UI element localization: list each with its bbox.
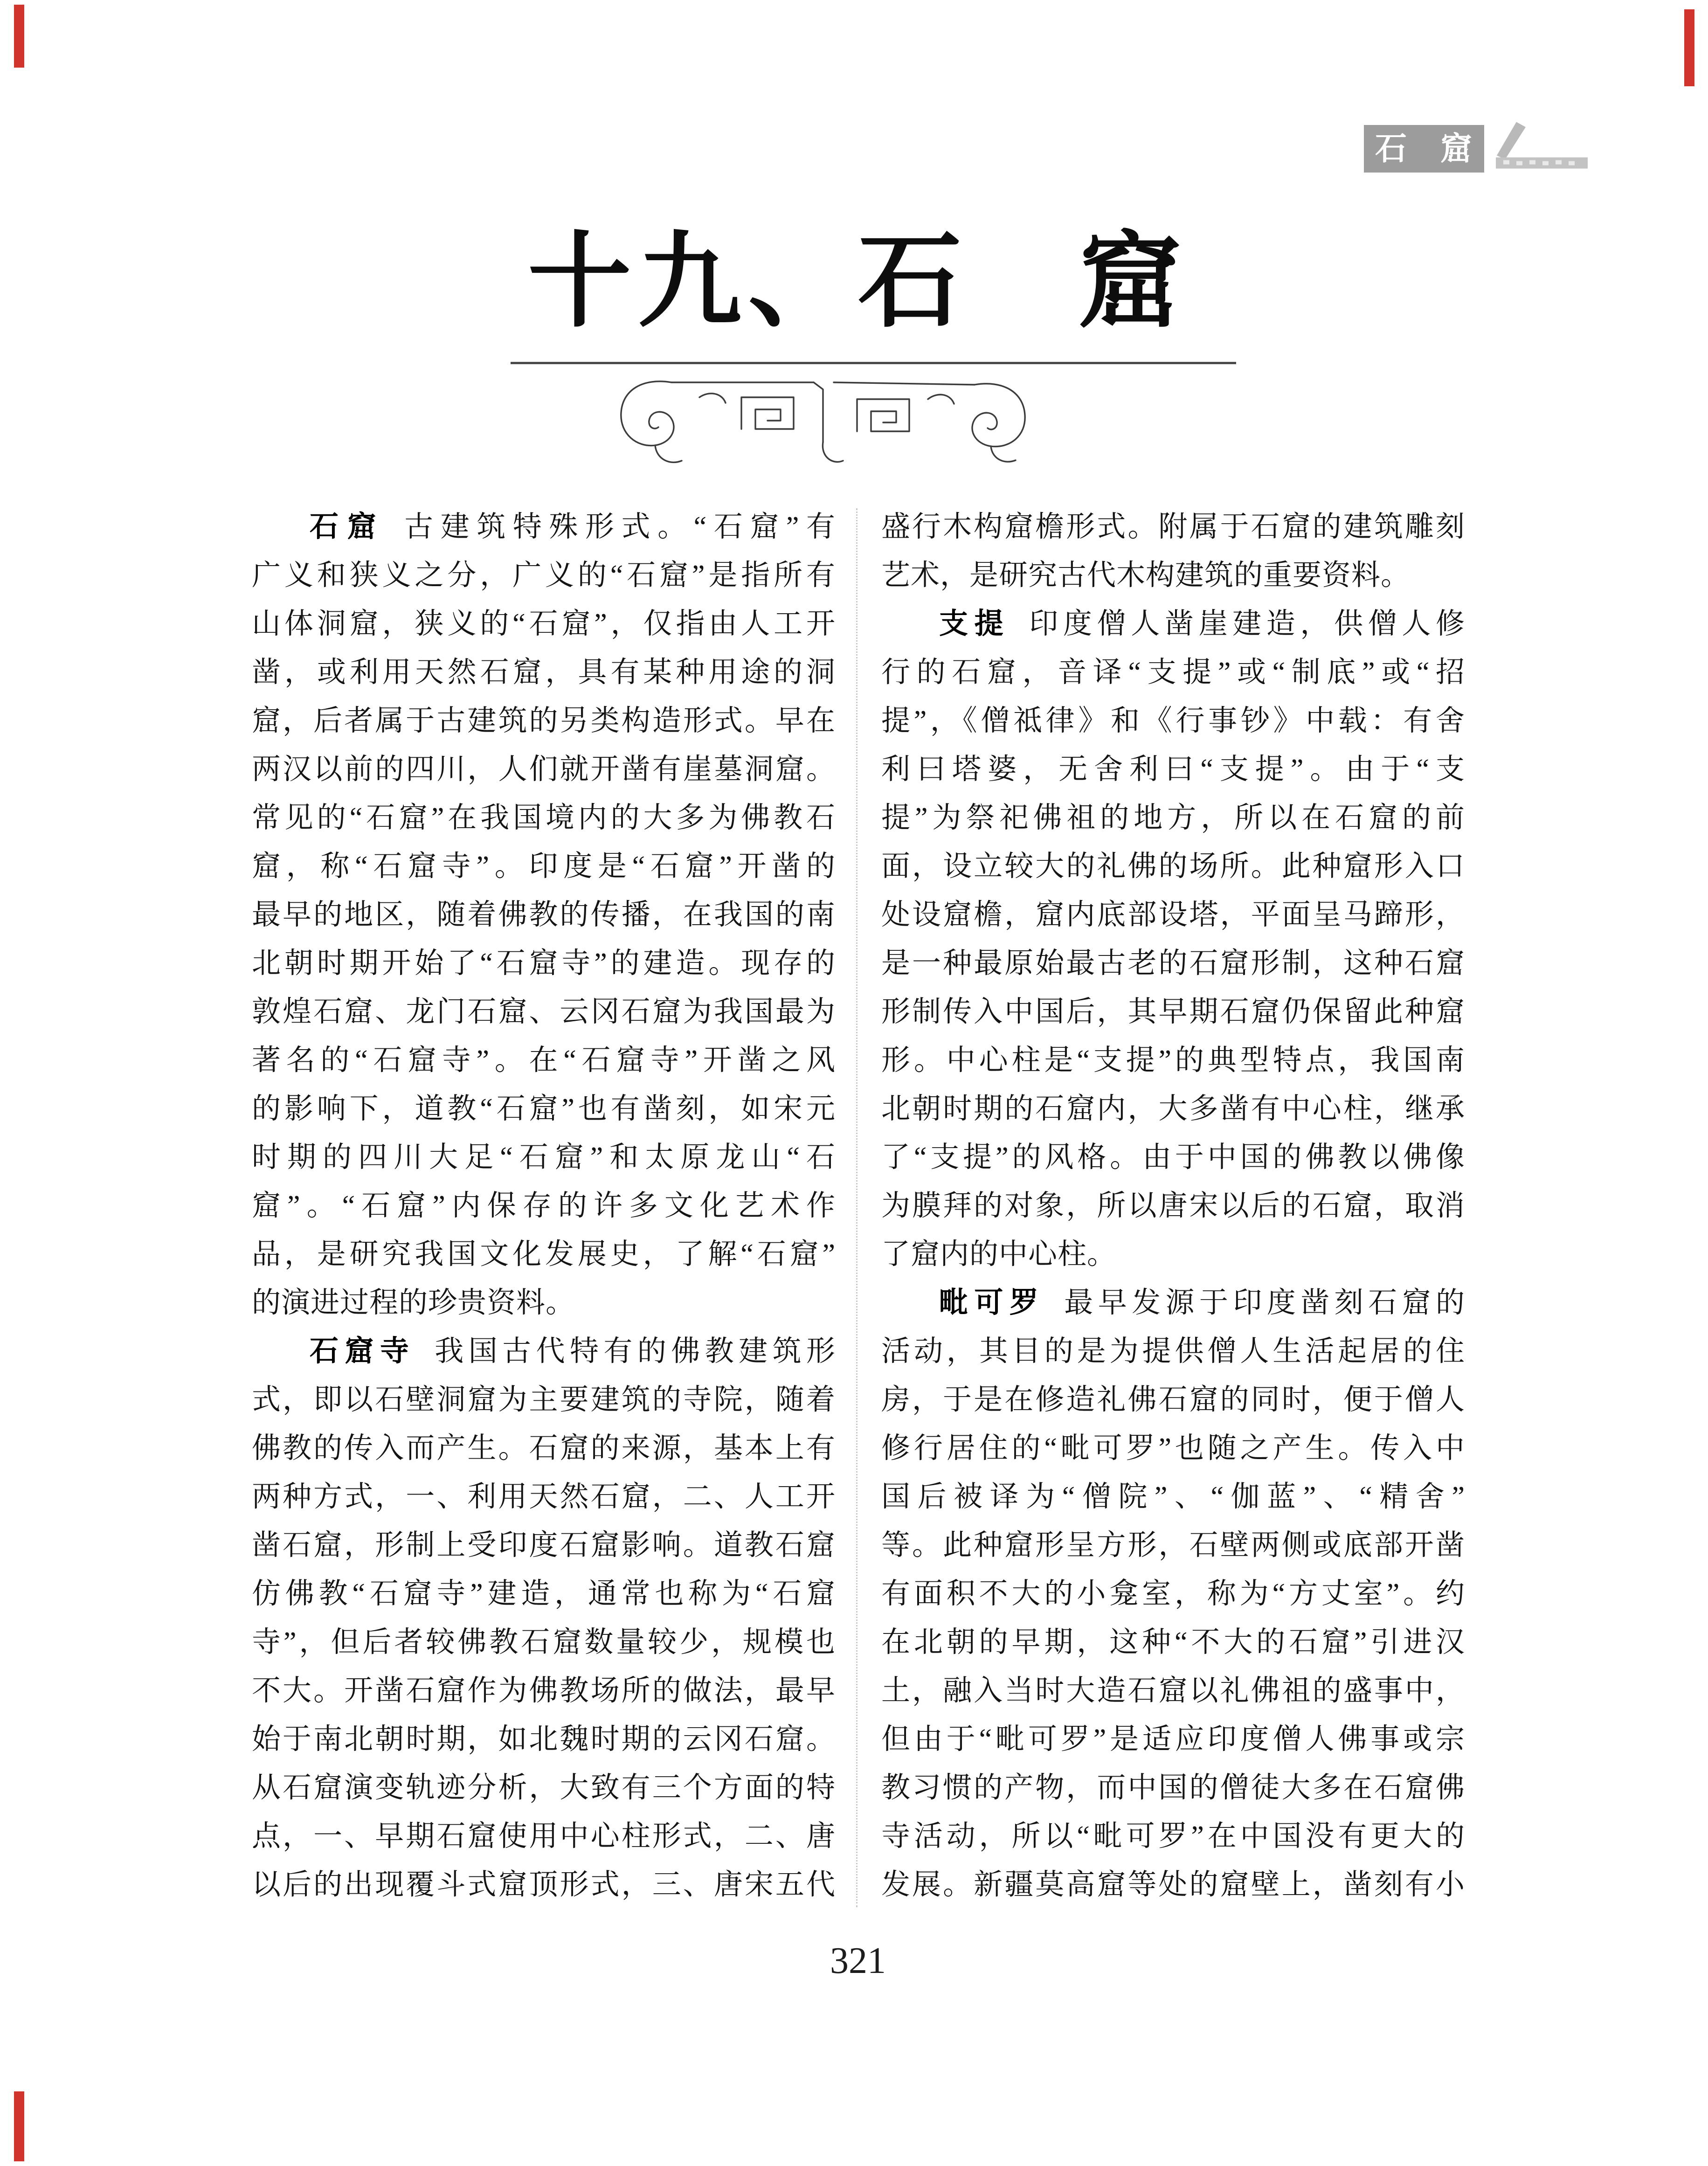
text-line — [881, 1182, 1465, 1230]
line-text: 形。中心柱是“支提”的典型特点，我国南 — [881, 1045, 1465, 1076]
line-text: 国后被译为“僧院”、“伽蓝”、“精舍” — [881, 1481, 1465, 1513]
text-line — [881, 551, 1465, 600]
line-text: 行的石窟，音译“支提”或“制底”或“招 — [881, 657, 1465, 688]
line-text: 敦煌石窟、龙门石窟、云冈石窟为我国最为 — [252, 996, 836, 1028]
line-text: 点，一、早期石窟使用中心柱形式，二、唐 — [252, 1820, 836, 1852]
text-line — [252, 1182, 836, 1230]
text-line — [252, 648, 836, 697]
line-text: 寺活动，所以“毗可罗”在中国没有更大的 — [881, 1820, 1465, 1852]
text-line — [881, 1424, 1465, 1473]
chapter-title: 十九、石 窟 — [528, 225, 1188, 340]
entry-first-line — [881, 1279, 1465, 1327]
text-line — [881, 1667, 1465, 1715]
text-line — [252, 1036, 836, 1085]
text-line — [252, 1133, 836, 1182]
line-text: 了“支提”的风格。由于中国的佛教以佛像 — [881, 1142, 1465, 1173]
text-line — [881, 1473, 1465, 1521]
entry-headword: 毗可罗 — [939, 1287, 1045, 1319]
text-column-left — [252, 503, 836, 1909]
line-text: 活动，其目的是为提供僧人生活起居的住 — [881, 1336, 1465, 1367]
line-text: 在北朝的早期，这种“不大的石窟”引进汉 — [881, 1626, 1465, 1658]
line-text: 发展。新疆莫高窟等处的窟壁上，凿刻有小 — [881, 1869, 1465, 1901]
text-line — [252, 1764, 836, 1812]
line-text: 不大。开凿石窟作为佛教场所的做法，最早 — [252, 1675, 836, 1707]
text-line — [252, 891, 836, 939]
text-line — [252, 1861, 836, 1909]
line-text: 式，即以石壁洞窟为主要建筑的寺院，随着 — [252, 1384, 836, 1416]
line-text: 始于南北朝时期，如北魏时期的云冈石窟。 — [252, 1723, 836, 1755]
line-text: 最早的地区，随着佛教的传播，在我国的南 — [252, 899, 836, 931]
line-text: 利曰塔婆，无舍利曰“支提”。由于“支 — [881, 754, 1465, 785]
text-line — [881, 1715, 1465, 1764]
text-line — [881, 939, 1465, 988]
check-mark-icon — [1487, 120, 1588, 173]
line-text: 处设窟檐，窟内底部设塔，平面呈马蹄形， — [881, 899, 1465, 931]
text-line — [252, 1618, 836, 1667]
line-text: 我国古代特有的佛教建筑形 — [435, 1336, 836, 1367]
text-line — [881, 891, 1465, 939]
text-line — [252, 939, 836, 988]
text-line — [881, 1521, 1465, 1570]
line-text: 从石窟演变轨迹分析，大致有三个方面的特 — [252, 1772, 836, 1804]
line-text: 印度僧人凿崖建造，供僧人修 — [1029, 608, 1465, 640]
text-line — [252, 1473, 836, 1521]
line-text: 时期的四川大足“石窟”和太原龙山“石 — [252, 1142, 836, 1173]
text-line — [252, 1570, 836, 1618]
column-divider — [856, 508, 857, 1907]
text-line — [252, 1521, 836, 1570]
line-text: 北朝时期开始了“石窟寺”的建造。现存的 — [252, 948, 836, 979]
line-text: 品，是研究我国文化发展史，了解“石窟” — [252, 1239, 836, 1270]
text-line — [252, 1230, 836, 1279]
red-edge-mark-top-left — [14, 5, 24, 68]
line-text: 常见的“石窟”在我国境内的大多为佛教石 — [252, 802, 836, 834]
line-text: 山体洞窟，狭义的“石窟”，仅指由人工开 — [252, 608, 836, 640]
text-line — [881, 1230, 1465, 1279]
text-line — [252, 600, 836, 648]
text-line — [252, 1812, 836, 1861]
text-line — [881, 503, 1465, 551]
text-line — [881, 1327, 1465, 1376]
entry-headword: 支提 — [939, 608, 1010, 640]
line-text: 窟”。“石窟”内保存的许多文化艺术作 — [252, 1190, 836, 1222]
text-line — [881, 988, 1465, 1036]
line-text: 佛教的传入而产生。石窟的来源，基本上有 — [252, 1432, 836, 1464]
line-text: 提”，《僧祗律》和《行事钞》中载：有舍 — [881, 705, 1465, 737]
text-line — [881, 1812, 1465, 1861]
text-line — [881, 794, 1465, 842]
line-text: 寺”，但后者较佛教石窟数量较少，规模也 — [252, 1626, 836, 1658]
text-line — [881, 745, 1465, 794]
entry-first-line — [252, 503, 836, 551]
line-text: 为膜拜的对象，所以唐宋以后的石窟，取消 — [881, 1190, 1465, 1222]
text-column-right — [881, 503, 1465, 1909]
line-text: 了窟内的中心柱。 — [881, 1239, 1117, 1270]
entry-headword: 石窟 — [310, 511, 385, 543]
line-text: 的影响下，道教“石窟”也有凿刻，如宋元 — [252, 1093, 836, 1125]
line-text: 最早发源于印度凿刻石窟的 — [1064, 1287, 1465, 1319]
text-line — [252, 1085, 836, 1133]
text-line — [252, 1376, 836, 1424]
text-line — [252, 1715, 836, 1764]
page-number: 321 — [830, 1940, 886, 1981]
line-text: 的演进过程的珍贵资料。 — [252, 1287, 575, 1319]
line-text: 古建筑特殊形式。“石窟”有 — [404, 511, 836, 543]
text-line — [881, 842, 1465, 891]
line-text: 有面积不大的小龛室，称为“方丈室”。约 — [881, 1578, 1465, 1610]
section-header-tag — [1364, 125, 1484, 173]
text-line — [881, 697, 1465, 745]
line-text: 但由于“毗可罗”是适应印度僧人佛事或宗 — [881, 1723, 1465, 1755]
text-line — [252, 697, 836, 745]
text-line — [252, 551, 836, 600]
line-text: 著名的“石窟寺”。在“石窟寺”开凿之风 — [252, 1045, 836, 1076]
line-text: 以后的出现覆斗式窟顶形式，三、唐宋五代 — [252, 1869, 836, 1901]
text-line — [881, 1133, 1465, 1182]
title-underline — [511, 362, 1236, 364]
text-line — [252, 988, 836, 1036]
text-line — [252, 1279, 836, 1327]
text-line — [881, 1085, 1465, 1133]
line-text: 凿石窟，形制上受印度石窟影响。道教石窟 — [252, 1529, 836, 1561]
text-line — [252, 745, 836, 794]
line-text: 艺术，是研究古代木构建筑的重要资料。 — [881, 560, 1411, 591]
text-line — [881, 1036, 1465, 1085]
line-text: 形制传入中国后，其早期石窟仍保留此种窟 — [881, 996, 1465, 1028]
cloud-scroll-ornament-icon — [602, 368, 1044, 473]
line-text: 提”为祭祀佛祖的地方，所以在石窟的前 — [881, 802, 1465, 834]
entry-first-line — [252, 1327, 836, 1376]
line-text: 凿，或利用天然石窟，具有某种用途的洞 — [252, 657, 836, 688]
red-edge-mark-top-right — [1684, 9, 1694, 86]
text-line — [252, 1424, 836, 1473]
text-line — [881, 1861, 1465, 1909]
line-text: 两汉以前的四川，人们就开凿有崖墓洞窟。 — [252, 754, 836, 785]
text-line — [252, 794, 836, 842]
line-text: 教习惯的产物，而中国的僧徒大多在石窟佛 — [881, 1772, 1465, 1804]
section-header-label: 石 窟 — [1375, 131, 1473, 166]
text-line — [881, 1618, 1465, 1667]
line-text: 两种方式，一、利用天然石窟，二、人工开 — [252, 1481, 836, 1513]
line-text: 广义和狭义之分，广义的“石窟”是指所有 — [252, 560, 836, 591]
text-line — [881, 1570, 1465, 1618]
line-text: 房，于是在修造礼佛石窟的同时，便于僧人 — [881, 1384, 1465, 1416]
entry-headword: 石窟寺 — [310, 1335, 415, 1367]
line-text: 盛行木构窟檐形式。附属于石窟的建筑雕刻 — [881, 511, 1465, 543]
line-text: 修行居住的“毗可罗”也随之产生。传入中 — [881, 1432, 1465, 1464]
text-line — [881, 648, 1465, 697]
line-text: 是一种最原始最古老的石窟形制，这种石窟 — [881, 948, 1465, 979]
red-edge-mark-bottom-left — [14, 2091, 24, 2161]
line-text: 窟，称“石窟寺”。印度是“石窟”开凿的 — [252, 851, 836, 882]
text-line — [252, 842, 836, 891]
line-text: 面，设立较大的礼佛的场所。此种窟形入口 — [881, 851, 1465, 882]
text-line — [881, 1376, 1465, 1424]
line-text: 土，融入当时大造石窟以礼佛祖的盛事中， — [881, 1675, 1465, 1707]
line-text: 窟，后者属于古建筑的另类构造形式。早在 — [252, 705, 836, 737]
text-line — [252, 1667, 836, 1715]
line-text: 等。此种窟形呈方形，石壁两侧或底部开凿 — [881, 1529, 1465, 1561]
line-text: 北朝时期的石窟内，大多凿有中心柱，继承 — [881, 1093, 1465, 1125]
line-text: 仿佛教“石窟寺”建造，通常也称为“石窟 — [252, 1578, 836, 1610]
entry-first-line — [881, 600, 1465, 648]
text-line — [881, 1764, 1465, 1812]
